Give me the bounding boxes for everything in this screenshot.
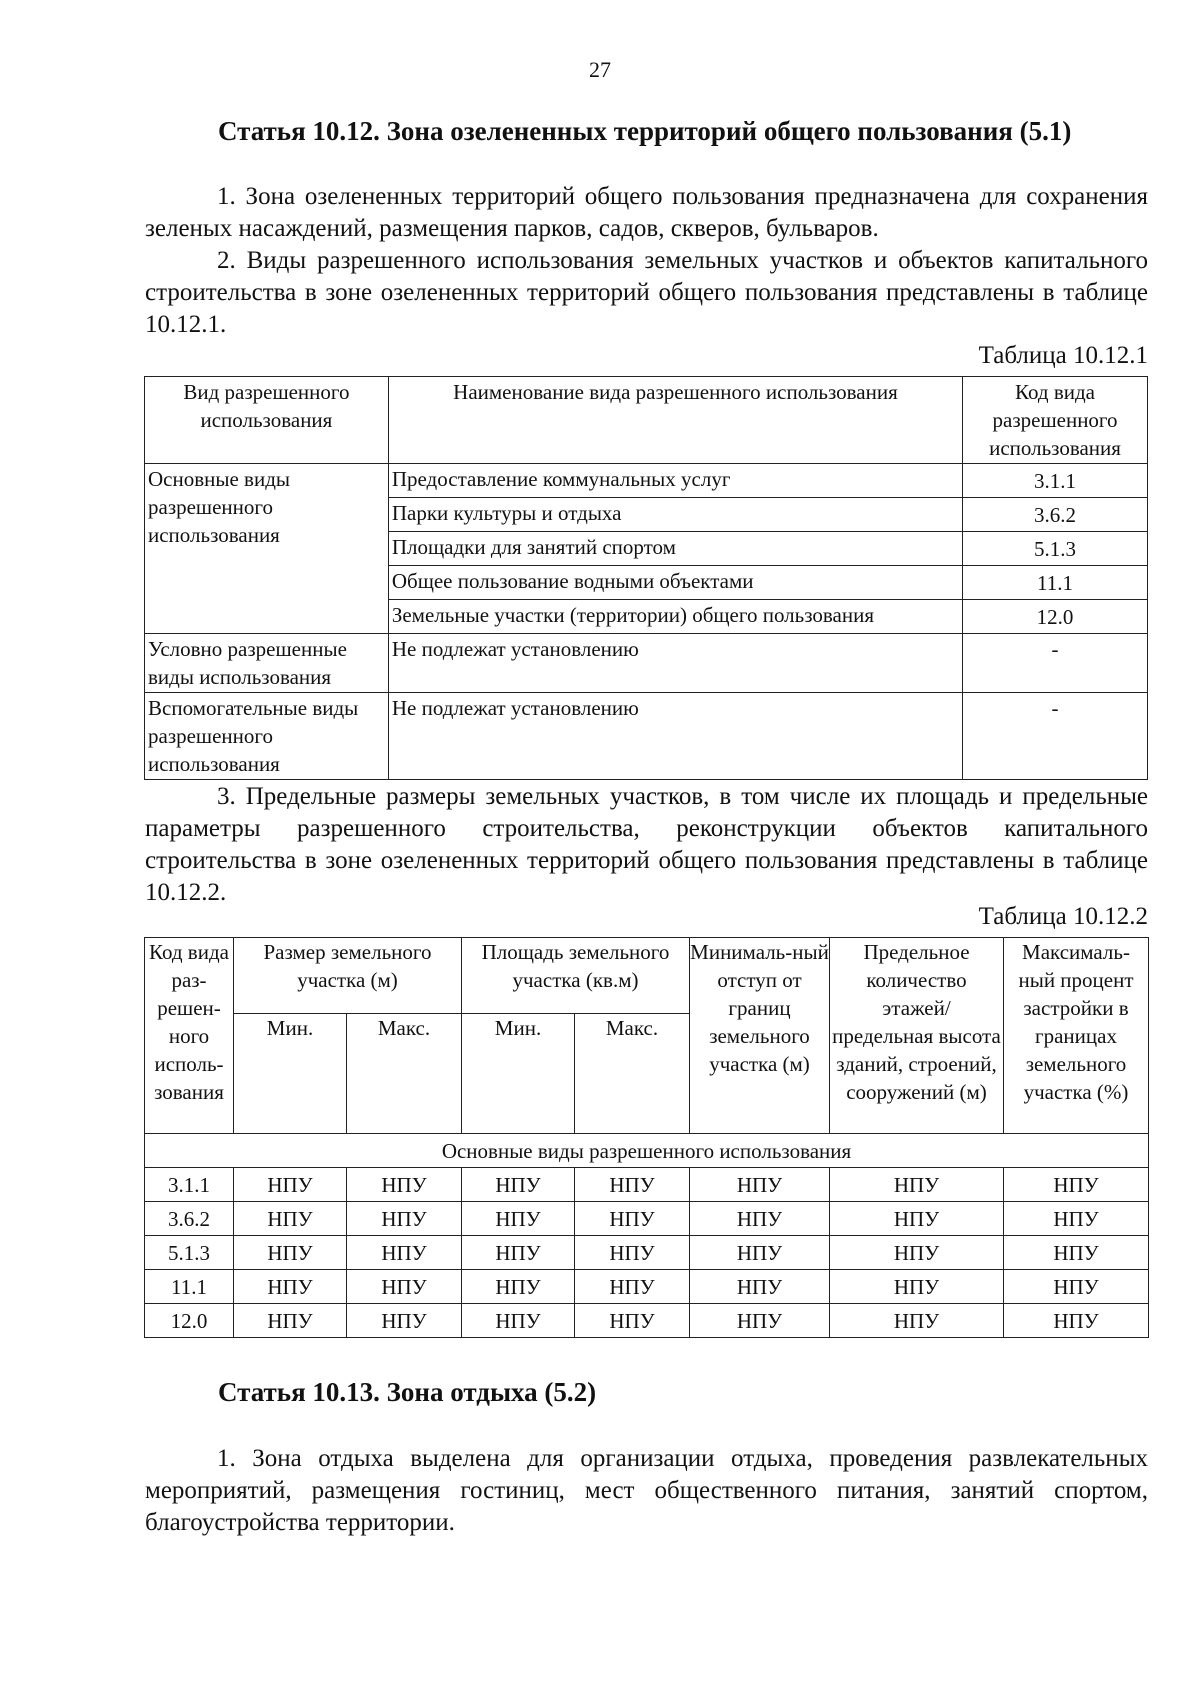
value-cell: НПУ [830,1304,1004,1338]
table-header-cell: Наименование вида разрешенного использования [388,377,962,464]
table-header-cell: Площадь земельного участка (кв.м) [462,938,690,1014]
permitted-use-table [144,376,1148,780]
paragraph: 3. Предельные размеры земельных участков, в том числе их площадь и предельные параметры разрешенного строительства, реконструкции объектов капитального строительства в зоне озелененных территорий общего пользования представлены в таблице 10.12.2. [145,783,1148,906]
code-cell: 5.1.3 [145,1236,234,1270]
table-header-cell: Мин. [462,1014,575,1134]
value-cell: НПУ [575,1202,690,1236]
value-cell: НПУ [575,1304,690,1338]
code-cell: 12.0 [145,1304,234,1338]
article-title: Статья 10.13. Зона отдыха (5.2) [218,1377,597,1407]
value-cell: НПУ [462,1168,575,1202]
value-cell: НПУ [347,1168,462,1202]
value-cell: НПУ [347,1270,462,1304]
value-cell: НПУ [347,1236,462,1270]
article-body [145,181,1148,341]
table-header-cell: Мин. [234,1014,347,1134]
table-header-cell: Предельное количество этажей/ предельная высота зданий, строений, сооружений (м) [830,938,1004,1134]
value-cell: НПУ [462,1236,575,1270]
value-cell: НПУ [690,1168,830,1202]
use-code-cell: 3.6.2 [963,498,1148,532]
paragraph: 1. Зона озелененных территорий общего пользования предназначена для сохранения зеленых насаждений, размещения парков, садов, скверов, бульваров. [145,183,1148,242]
table-row [145,693,1148,780]
table-header-row [145,938,1149,1014]
table-row [145,1236,1149,1270]
code-cell: 11.1 [145,1270,234,1304]
group-label-cell: Основные виды разрешенного использования [145,464,389,634]
page-number: 27 [589,57,611,82]
value-cell: НПУ [234,1202,347,1236]
table-caption: Таблица 10.12.2 [978,903,1148,930]
code-cell: 3.1.1 [145,1168,234,1202]
article-body [145,781,1148,909]
table-header-cell: Минималь-ный отступ от границ земельного участка (м) [690,938,830,1134]
value-cell: НПУ [347,1304,462,1338]
table-row [145,464,1148,498]
value-cell: НПУ [1004,1304,1149,1338]
use-name-cell: Предоставление коммунальных услуг [388,464,962,498]
table-header-row [145,377,1148,464]
use-name-cell: Парки культуры и отдыха [388,498,962,532]
article-title: Статья 10.12. Зона озелененных территорий общего пользования (5.1) [218,116,1072,146]
value-cell: НПУ [462,1270,575,1304]
table-caption: Таблица 10.12.1 [978,342,1148,369]
value-cell: НПУ [234,1304,347,1338]
value-cell: НПУ [690,1304,830,1338]
value-cell: НПУ [690,1202,830,1236]
value-cell: НПУ [1004,1236,1149,1270]
table-header-cell: Код вида разрешенного использования [963,377,1148,464]
table-header-cell: Максималь-ный процент застройки в границах земельного участка (%) [1004,938,1149,1134]
table-row [145,1202,1149,1236]
use-name-cell: Земельные участки (территории) общего пользования [388,600,962,634]
table-header-cell: Размер земельного участка (м) [234,938,462,1014]
code-cell: 3.6.2 [145,1202,234,1236]
value-cell: НПУ [462,1304,575,1338]
value-cell: НПУ [1004,1202,1149,1236]
plot-parameters-table [144,937,1149,1338]
use-code-cell: 12.0 [963,600,1148,634]
value-cell: НПУ [575,1270,690,1304]
table-row [145,1168,1149,1202]
value-cell: НПУ [1004,1270,1149,1304]
value-cell: НПУ [690,1236,830,1270]
value-cell: НПУ [830,1270,1004,1304]
section-row [145,1134,1149,1168]
value-cell: НПУ [234,1236,347,1270]
use-name-cell: Не подлежат установлению [388,634,962,693]
table-header-cell: Макс. [575,1014,690,1134]
value-cell: НПУ [830,1236,1004,1270]
use-code-cell: 3.1.1 [963,464,1148,498]
table-row [145,1270,1149,1304]
section-label-cell: Основные виды разрешенного использования [145,1134,1149,1168]
value-cell: НПУ [575,1236,690,1270]
use-code-cell: 5.1.3 [963,532,1148,566]
use-code-cell: 11.1 [963,566,1148,600]
use-name-cell: Площадки для занятий спортом [388,532,962,566]
article-body [145,1443,1148,1539]
value-cell: НПУ [575,1168,690,1202]
use-name-cell: Не подлежат установлению [388,693,962,780]
use-code-cell: - [963,693,1148,780]
table-header-cell: Вид разрешенного использования [145,377,389,464]
table-row [145,1304,1149,1338]
value-cell: НПУ [830,1168,1004,1202]
group-label-cell: Вспомогательные виды разрешенного использования [145,693,389,780]
paragraph: 2. Виды разрешенного использования земельных участков и объектов капитального строительства в зоне озелененных территорий общего пользования представлены в таблице 10.12.1. [145,247,1148,338]
value-cell: НПУ [690,1270,830,1304]
use-code-cell: - [963,634,1148,693]
value-cell: НПУ [234,1168,347,1202]
table-row [145,634,1148,693]
table-header-cell: Код вида раз-решен-ного исполь-зования [145,938,234,1134]
value-cell: НПУ [347,1202,462,1236]
value-cell: НПУ [234,1270,347,1304]
use-name-cell: Общее пользование водными объектами [388,566,962,600]
value-cell: НПУ [830,1202,1004,1236]
value-cell: НПУ [1004,1168,1149,1202]
table-header-cell: Макс. [347,1014,462,1134]
paragraph: 1. Зона отдыха выделена для организации отдыха, проведения развлекательных мероприятий, размещения гостиниц, мест общественного питания, занятий спортом, благоустройства территории. [145,1445,1148,1536]
group-label-cell: Условно разрешенные виды использования [145,634,389,693]
value-cell: НПУ [462,1202,575,1236]
